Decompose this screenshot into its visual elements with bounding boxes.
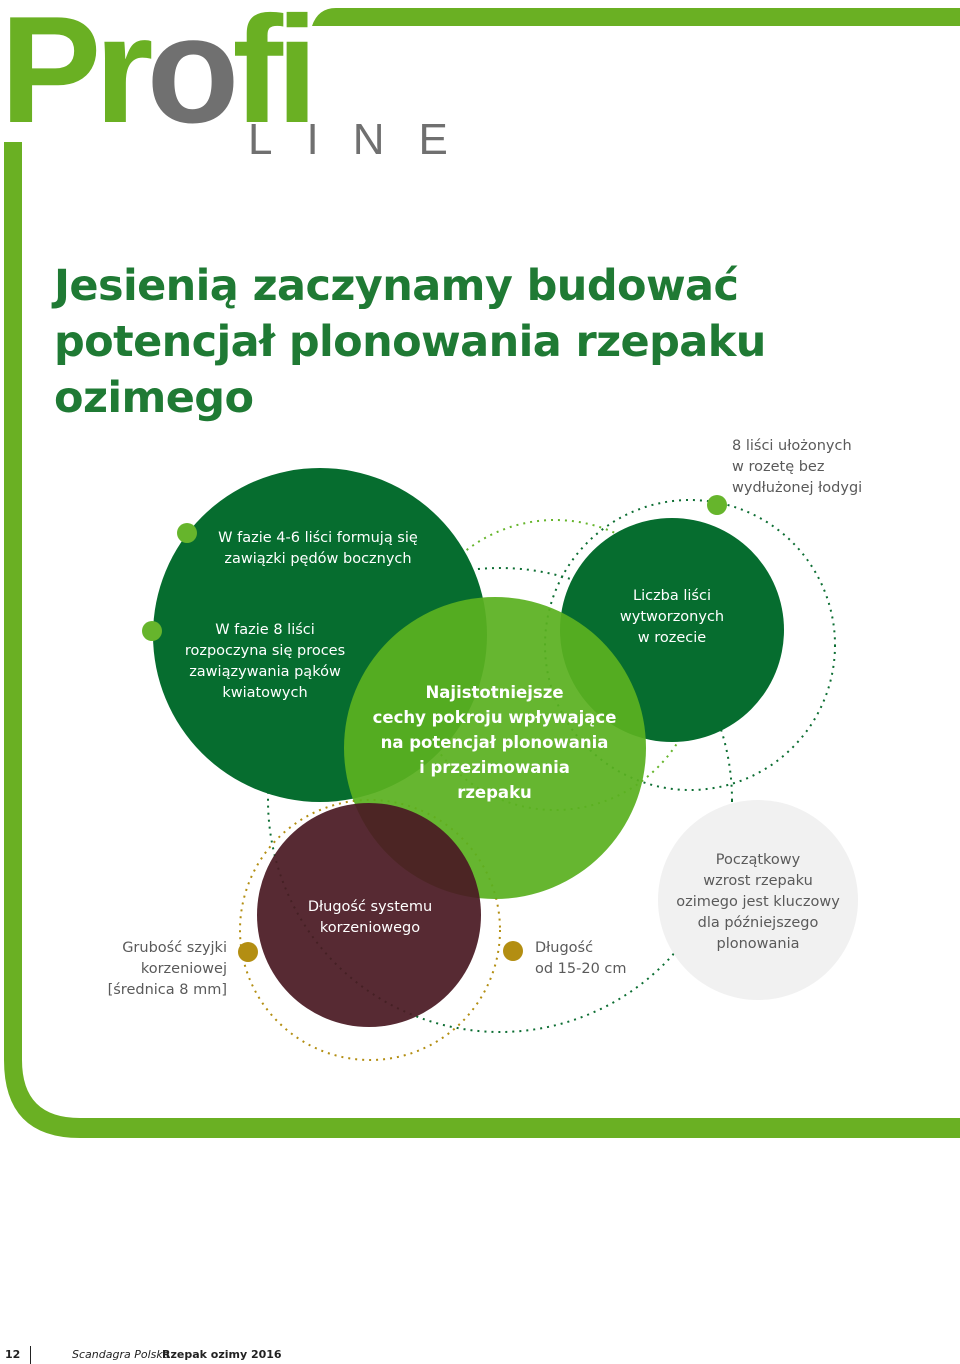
early-growth-label: Początkowy wzrost rzepaku ozimego jest kluczowy dla późniejszego plonowania [676, 852, 840, 952]
footer-divider [30, 1346, 31, 1364]
leaves-note-label: 8 liści ułożonych w rozetę bez wydłużonej łodygi [732, 438, 863, 496]
dot-leaves-note [707, 495, 727, 515]
dot-root-neck [238, 942, 258, 962]
buds-4-6-label: W fazie 4-6 liści formują się zawiązki pędów bocznych [218, 530, 418, 567]
center-label: Najistotniejsze cechy pokroju wpływające na potencjał plonowania i przezimowania rzepaku [372, 683, 617, 802]
dot-root-length [503, 941, 523, 961]
page-title: Jesienią zaczynamy budować potencjał plonowania rzepaku ozimego [54, 261, 766, 423]
footer-publication: Rzepak ozimy 2016 [162, 1348, 282, 1361]
buds-8-label: W fazie 8 liści rozpoczyna się proces zawiązywania pąków kwiatowych [184, 622, 346, 701]
root-neck-label: Grubość szyjki korzeniowej [średnica 8 mm] [107, 940, 227, 998]
root-system-label: Długość systemu korzeniowego [307, 899, 433, 936]
page-number: 12 [5, 1348, 21, 1361]
logo-line: LINE [248, 115, 482, 164]
footer-brand: Scandagra Polska [72, 1348, 170, 1361]
root-length-label: Długość od 15-20 cm [535, 940, 627, 977]
logo-profi: Profi [0, 0, 312, 155]
frame-top-bar [312, 8, 960, 26]
leaves-circle-label: Liczba liści wytworzonych w rozecie [619, 588, 725, 646]
dot-buds-8 [142, 621, 162, 641]
footer [0, 1346, 960, 1364]
